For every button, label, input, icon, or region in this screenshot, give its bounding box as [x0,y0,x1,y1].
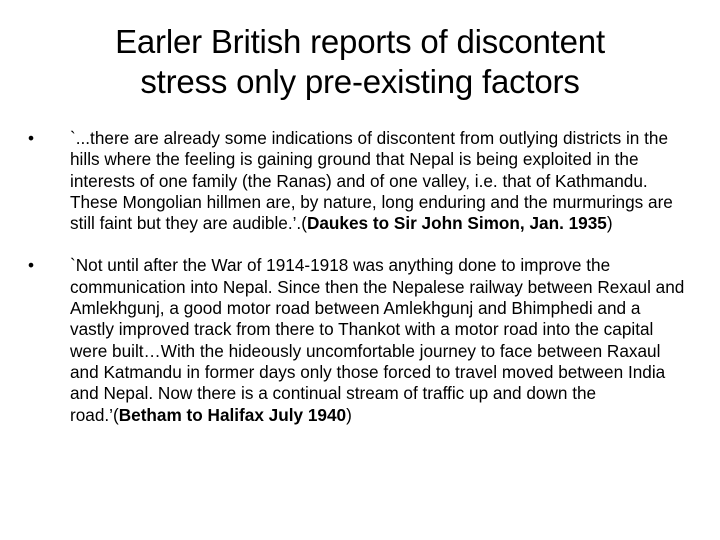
slide-title-line-2: stress only pre-existing factors [140,63,580,101]
bullet-quote: `...there are already some indications of discontent from outlying districts in the hills where the feeling is gaining ground that Nepal is being exploited in the interests of one family (the Ranas) and of one valley, i.e. that of Kathmandu. These Mongolian hillmen are, by nature, long enduring and the murmurings are still faint but they are audible.’.( [70,128,673,234]
bullet-item-daukes [28,128,688,234]
slide-title [60,22,660,103]
bullet-quote: `Not until after the War of 1914-1918 was anything done to improve the communication into Nepal. Since then the Nepalese railway between Rexaul and Amlekhgunj, a good motor road between Amlekhgunj and Bhimphedi and a vastly improved track from there to Thankot with a motor road into the capital were built…With the hideously uncomfortable journey to face between Raxaul and Katmandu in former days only those forced to travel moved between India and Nepal. Now there is a continual stream of traffic up and down the road.’( [70,255,685,425]
slide-title-line-1: Earler British reports of discontent [115,23,605,60]
bullet-list [28,128,688,447]
bullet-item-betham [28,255,688,425]
bullet-close-paren: ) [606,213,613,234]
bullet-icon: • [28,128,35,148]
bullet-close-paren: ) [346,404,352,425]
bullet-icon: • [28,255,35,276]
bullet-source: Betham to Halifax July 1940 [118,404,347,425]
bullet-source: Daukes to Sir John Simon, Jan. 1935 [306,213,607,234]
